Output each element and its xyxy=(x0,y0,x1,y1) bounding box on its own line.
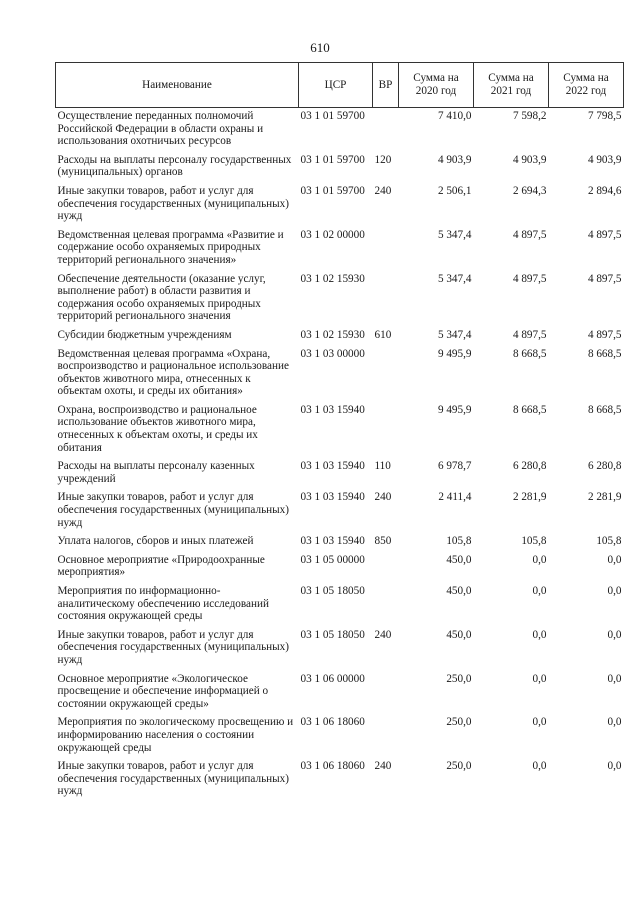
row-vr xyxy=(373,402,399,458)
row-csr: 03 1 01 59700 xyxy=(300,153,365,166)
row-sum-2021: 6 280,8 xyxy=(512,460,547,473)
row-vr: 240 xyxy=(374,184,392,197)
row-sum-2022: 0,0 xyxy=(607,553,622,566)
row-sum-2020: 9 495,9 xyxy=(437,347,472,360)
row-sum-2021: 8 668,5 xyxy=(512,347,547,360)
row-sum-2021: 7 598,2 xyxy=(512,110,547,122)
row-sum-2020: 6 978,7 xyxy=(437,460,472,473)
row-name: Иные закупки товаров, работ и услуг для обеспечения государственных (муниципальных) нужд xyxy=(57,628,289,666)
row-csr: 03 1 03 15940 xyxy=(300,535,365,548)
row-sum-2022: 0,0 xyxy=(607,628,622,641)
row-sum-2021: 0,0 xyxy=(532,672,547,685)
row-sum-2021: 0,0 xyxy=(532,628,547,641)
row-sum-2021: 8 668,5 xyxy=(512,403,547,416)
table-row xyxy=(56,627,624,671)
row-name: Субсидии бюджетным учреждениям xyxy=(57,328,232,341)
table-row xyxy=(56,346,624,402)
table-row xyxy=(56,402,624,458)
row-sum-2020: 7 410,0 xyxy=(437,110,472,122)
row-name: Охрана, воспроизводство и рациональное использование объектов животного мира, отнесенных к объектам охоты, и среды их обитания xyxy=(57,403,258,454)
row-csr: 03 1 05 18050 xyxy=(300,585,365,597)
row-vr xyxy=(373,671,399,715)
row-sum-2022: 4 903,9 xyxy=(587,153,622,166)
table-row xyxy=(56,489,624,533)
row-sum-2020: 2 411,4 xyxy=(438,491,472,504)
row-sum-2021: 2 281,9 xyxy=(512,491,547,504)
row-sum-2021: 4 897,5 xyxy=(512,228,547,241)
header-name: Наименование xyxy=(56,63,299,108)
row-sum-2021: 0,0 xyxy=(532,553,547,566)
row-sum-2020: 5 347,4 xyxy=(437,272,472,285)
row-sum-2022: 2 894,6 xyxy=(587,184,622,197)
row-sum-2022: 8 668,5 xyxy=(587,403,622,416)
row-sum-2022: 7 798,5 xyxy=(587,110,622,122)
row-sum-2021: 105,8 xyxy=(521,535,547,548)
row-sum-2020: 250,0 xyxy=(446,716,472,729)
row-csr: 03 1 02 15930 xyxy=(300,272,365,285)
table-row xyxy=(56,671,624,715)
row-name: Иные закупки товаров, работ и услуг для обеспечения государственных (муниципальных) нужд xyxy=(57,760,289,798)
row-sum-2020: 450,0 xyxy=(446,585,472,597)
row-sum-2022: 8 668,5 xyxy=(587,347,622,360)
table-row xyxy=(56,714,624,758)
row-sum-2020: 5 347,4 xyxy=(437,228,472,241)
row-sum-2020: 250,0 xyxy=(446,672,472,685)
row-name: Мероприятия по экологическому просвещению и информированию населения о состоянии окружающей среды xyxy=(57,716,294,754)
row-vr: 240 xyxy=(374,491,392,504)
row-vr xyxy=(373,346,399,402)
table-body xyxy=(56,108,624,802)
table-row xyxy=(56,271,624,327)
row-csr: 03 1 02 15930 xyxy=(300,328,365,341)
row-vr xyxy=(373,271,399,327)
row-sum-2021: 2 694,3 xyxy=(512,184,547,197)
table-row xyxy=(56,327,624,346)
table-header xyxy=(56,63,624,108)
row-csr: 03 1 03 15940 xyxy=(300,403,365,416)
row-sum-2022: 4 897,5 xyxy=(587,328,622,341)
header-sum-2021: Сумма на 2021 год xyxy=(474,63,549,108)
row-name: Ведомственная целевая программа «Развитие и содержание особо охраняемых природных территорий регионального значения» xyxy=(57,228,284,266)
header-csr: ЦСР xyxy=(299,63,373,108)
row-csr: 03 1 06 18060 xyxy=(300,716,365,729)
table-row xyxy=(56,183,624,227)
row-sum-2020: 250,0 xyxy=(446,760,472,773)
row-csr: 03 1 05 18050 xyxy=(300,628,365,641)
table-row xyxy=(56,458,624,489)
row-sum-2022: 0,0 xyxy=(607,716,622,729)
row-name: Расходы на выплаты персоналу казенных учреждений xyxy=(57,460,255,485)
row-name: Осуществление переданных полномочий Российской Федерации в области охраны и использования охотничьих ресурсов xyxy=(57,110,264,148)
table-row xyxy=(56,108,624,152)
row-sum-2022: 105,8 xyxy=(596,535,622,548)
row-csr: 03 1 01 59700 xyxy=(300,184,365,197)
row-name: Уплата налогов, сборов и иных платежей xyxy=(57,535,254,548)
row-csr: 03 1 03 15940 xyxy=(300,491,365,504)
row-name: Иные закупки товаров, работ и услуг для обеспечения государственных (муниципальных) нужд xyxy=(57,184,289,223)
row-name: Мероприятия по информационно-аналитическому обеспечению исследований состояния окружающей среды xyxy=(57,585,269,623)
row-sum-2021: 0,0 xyxy=(532,716,547,729)
header-sum-2022: Сумма на 2022 год xyxy=(549,63,624,108)
row-vr xyxy=(373,108,399,152)
row-name: Основное мероприятие «Экологическое просвещение и обеспечение информацией о состоянии окружающей среды» xyxy=(57,672,269,710)
row-sum-2020: 9 495,9 xyxy=(437,403,472,416)
row-sum-2021: 0,0 xyxy=(532,585,547,597)
row-sum-2020: 4 903,9 xyxy=(437,153,472,166)
row-name: Основное мероприятие «Природоохранные мероприятия» xyxy=(57,553,265,579)
row-vr xyxy=(373,227,399,271)
row-name: Иные закупки товаров, работ и услуг для обеспечения государственных (муниципальных) нужд xyxy=(57,491,289,529)
table-row xyxy=(56,533,624,552)
table-row xyxy=(56,552,624,583)
budget-table xyxy=(55,62,624,802)
table-row xyxy=(56,227,624,271)
row-vr: 850 xyxy=(374,535,392,548)
row-csr: 03 1 06 00000 xyxy=(300,672,365,685)
row-csr: 03 1 02 00000 xyxy=(300,228,365,241)
row-sum-2021: 4 903,9 xyxy=(512,153,547,166)
row-sum-2021: 4 897,5 xyxy=(512,272,547,285)
header-vr: ВР xyxy=(373,63,399,108)
row-sum-2020: 2 506,1 xyxy=(437,184,472,197)
row-name: Обеспечение деятельности (оказание услуг, выполнение работ) в области развития и содержания особо охраняемых природных территорий регионального значения xyxy=(57,272,266,323)
row-sum-2022: 4 897,5 xyxy=(587,228,622,241)
row-sum-2022: 6 280,8 xyxy=(587,460,622,473)
header-sum-2020: Сумма на 2020 год xyxy=(399,63,474,108)
row-sum-2021: 0,0 xyxy=(532,760,547,773)
row-sum-2022: 2 281,9 xyxy=(587,491,622,504)
row-vr: 110 xyxy=(374,460,391,473)
row-sum-2020: 450,0 xyxy=(446,553,472,566)
page-number: 610 xyxy=(310,40,330,55)
row-sum-2020: 105,8 xyxy=(446,535,472,548)
row-sum-2022: 0,0 xyxy=(607,760,622,773)
table-row xyxy=(56,583,624,627)
row-vr: 610 xyxy=(374,328,392,341)
row-sum-2020: 5 347,4 xyxy=(437,328,472,341)
table-row xyxy=(56,152,624,183)
row-vr xyxy=(373,552,399,583)
row-sum-2022: 4 897,5 xyxy=(587,272,622,285)
row-csr: 03 1 03 15940 xyxy=(300,460,365,473)
row-sum-2021: 4 897,5 xyxy=(512,328,547,341)
row-vr: 120 xyxy=(374,153,392,166)
table-row xyxy=(56,758,624,802)
row-csr: 03 1 03 00000 xyxy=(300,347,365,360)
row-sum-2022: 0,0 xyxy=(607,585,622,597)
row-name: Расходы на выплаты персоналу государственных (муниципальных) органов xyxy=(57,153,292,179)
row-csr: 03 1 01 59700 xyxy=(300,110,365,122)
row-name: Ведомственная целевая программа «Охрана, воспроизводство и рациональное использование объектов животного мира, отнесенных к объектам охоты, и среды их обитания» xyxy=(57,347,289,398)
row-csr: 03 1 06 18060 xyxy=(300,760,365,773)
row-sum-2022: 0,0 xyxy=(607,672,622,685)
row-vr: 240 xyxy=(374,628,392,641)
row-vr xyxy=(373,714,399,758)
row-vr: 240 xyxy=(374,760,392,773)
row-sum-2020: 450,0 xyxy=(446,628,472,641)
row-csr: 03 1 05 00000 xyxy=(300,553,365,566)
row-vr xyxy=(373,583,399,627)
